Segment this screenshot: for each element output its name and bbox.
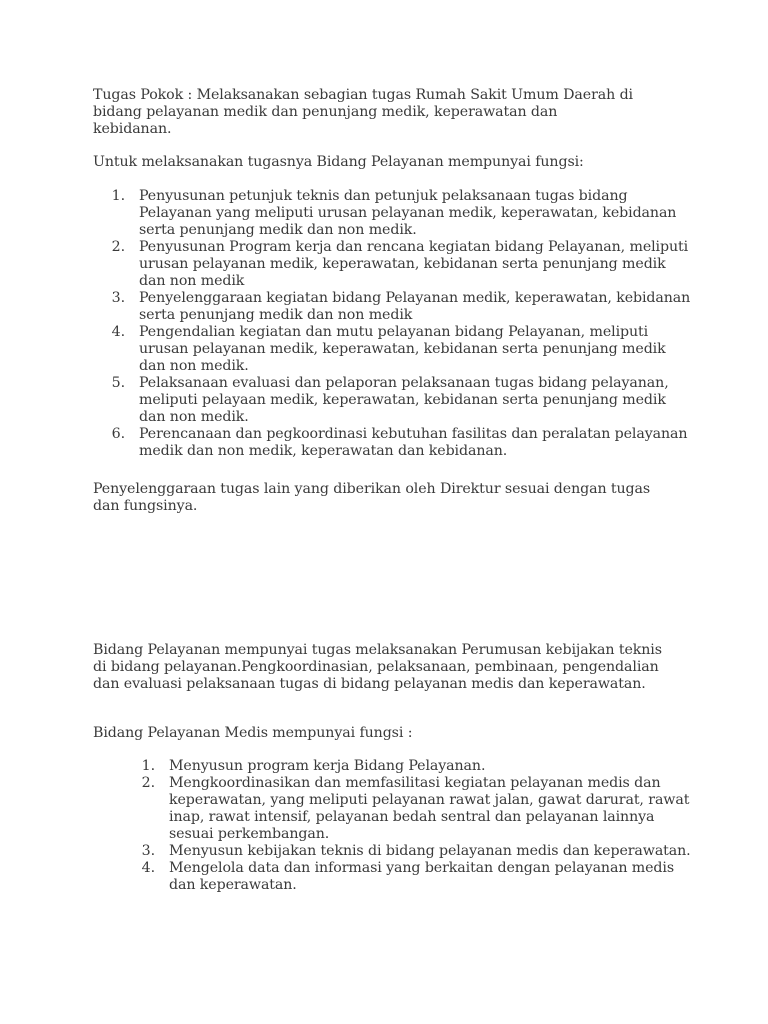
list-item: 2. Mengkoordinasikan dan memfasilitasi kegiatan pelayanan medis dan keperawatan, yang meliputi pelayanan rawat jalan, gawat darurat, rawat inap, rawat intensif, pelayanan bedah sentral dan pelayanan lainnya sesuai perkembangan. — [141, 775, 690, 842]
list-item: 2. Penyusunan Program kerja dan rencana kegiatan bidang Pelayanan, meliputi urusan pelayanan medik, keperawatan, kebidanan serta penunjang medik dan non medik — [111, 239, 689, 289]
list-item: 6. Perencanaan dan pegkoordinasi kebutuhan fasilitas dan peralatan pelayanan medik dan non medik, keperawatan dan kebidanan. — [111, 426, 688, 459]
list-item: 1. Menyusun program kerja Bidang Pelayanan. — [141, 758, 486, 774]
list-item: 5. Pelaksanaan evaluasi dan pelaporan pelaksanaan tugas bidang pelayanan, meliputi pelayaan medik, keperawatan, kebidanan serta penunjang medik dan non medik. — [111, 375, 669, 425]
section1-closing: Penyelenggaraan tugas lain yang diberikan oleh Direktur sesuai dengan tugas dan fungsinya. — [93, 481, 651, 514]
list-item: 1. Penyusunan petunjuk teknis dan petunjuk pelaksanaan tugas bidang Pelayanan yang meliputi urusan pelayanan medik, keperawatan, kebidanan serta penunjang medik dan non medik. — [111, 188, 677, 238]
section1-intro: Tugas Pokok : Melaksanakan sebagian tugas Rumah Sakit Umum Daerah di bidang pelayanan medik dan penunjang medik, keperawatan dan kebidanan. — [93, 87, 633, 137]
section2-intro: Bidang Pelayanan mempunyai tugas melaksanakan Perumusan kebijakan teknis di bidang pelayanan.Pengkoordinasian, pelaksanaan, pembinaan, pengendalian dan evaluasi pelaksanaan tugas di bidang pelayanan medis dan keperawatan. — [93, 642, 662, 692]
list-item: 4. Mengelola data dan informasi yang berkaitan dengan pelayanan medis dan keperawatan. — [141, 860, 675, 893]
section1-function-list — [93, 188, 693, 460]
section2-function-list — [93, 758, 693, 894]
list-item: 4. Pengendalian kegiatan dan mutu pelayanan bidang Pelayanan, meliputi urusan pelayanan medik, keperawatan, kebidanan serta penunjang medik dan non medik. — [111, 324, 666, 374]
list-item: 3. Penyelenggaraan kegiatan bidang Pelayanan medik, keperawatan, kebidanan serta penunjang medik dan non medik — [111, 290, 691, 323]
section2-lead: Bidang Pelayanan Medis mempunyai fungsi : — [93, 725, 413, 741]
list-item: 3. Menyusun kebijakan teknis di bidang pelayanan medis dan keperawatan. — [141, 843, 691, 859]
section1-lead: Untuk melaksanakan tugasnya Bidang Pelayanan mempunyai fungsi: — [93, 154, 584, 170]
